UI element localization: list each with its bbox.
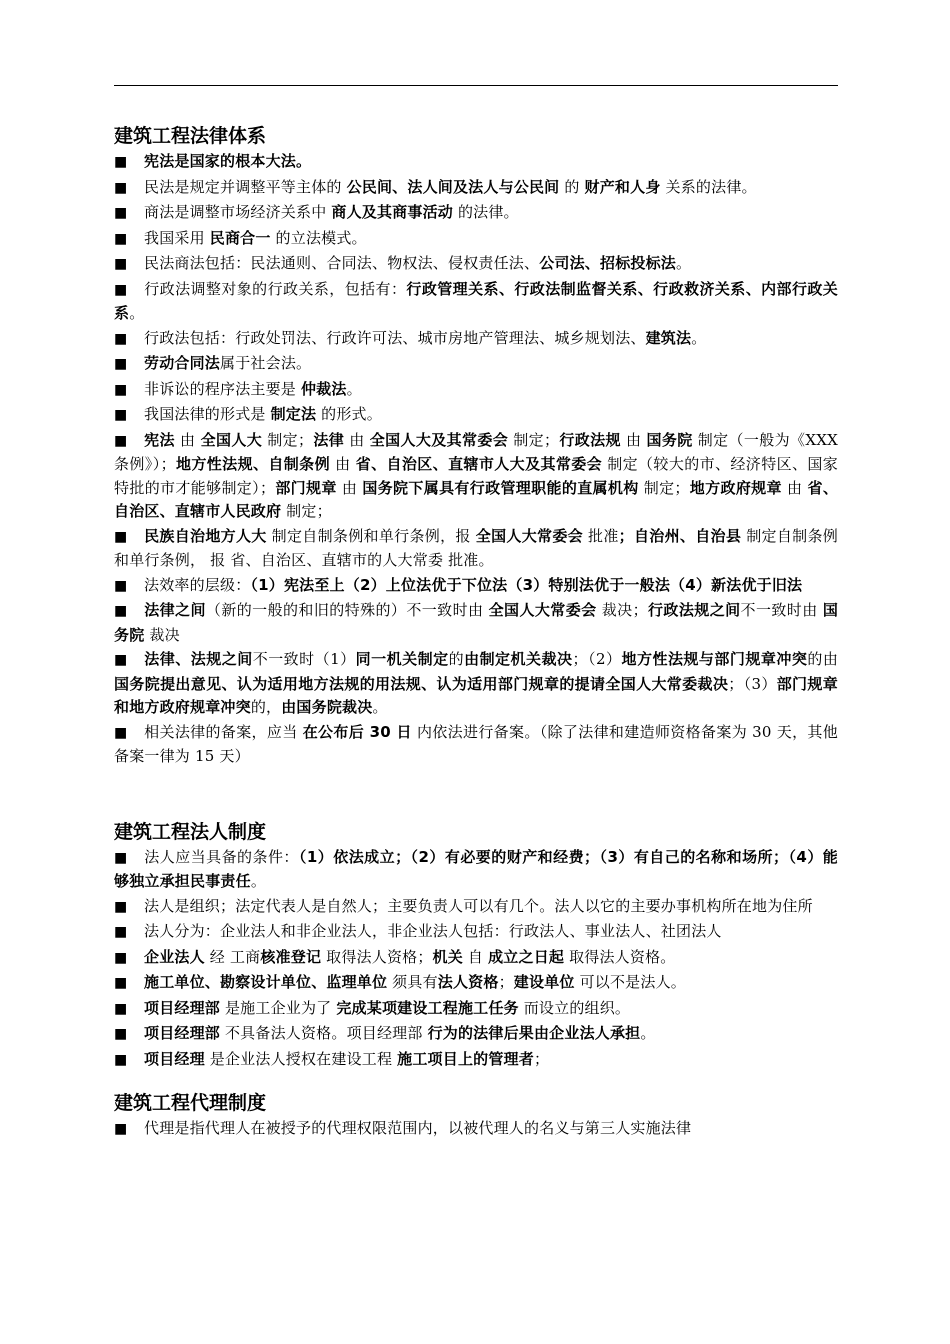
bold-text: 项目经理 — [144, 1049, 205, 1068]
bold-text: 劳动合同法 — [144, 354, 221, 372]
text: 制定； — [508, 430, 560, 449]
bullet-item — [114, 1117, 838, 1142]
text: 关系的法律。 — [660, 177, 757, 196]
bold-text: 部门规章和地方政府规章冲突 — [114, 674, 838, 716]
text: 不一致时由 — [740, 601, 823, 619]
bold-text: 项目经理部 — [144, 1024, 221, 1042]
text: 裁决； — [596, 601, 648, 619]
bullet-item — [114, 721, 838, 769]
text: 的立法模式。 — [270, 228, 367, 247]
bold-text: 法律、法规之间 — [144, 650, 253, 668]
square-bullet-icon: ■ — [114, 281, 128, 298]
bold-text: 法人资格 — [437, 973, 499, 991]
text: 。 — [129, 304, 145, 322]
bold-text: （1）宪法至上（2）上位法优于下位法（3）特别法优于一般法（4）新法优于旧法 — [250, 575, 803, 594]
text: 民法是规定并调整平等主体的 — [144, 177, 347, 196]
text: 。 — [691, 328, 707, 347]
text: 。 — [346, 379, 362, 398]
bold-text: 施工项目上的管理者 — [397, 1049, 534, 1068]
text: 。 — [250, 872, 267, 890]
bold-text: 宪法是国家的根本大法。 — [144, 152, 312, 170]
text: 商法是调整市场经济关系中 — [144, 203, 332, 221]
text: 的形式。 — [316, 405, 382, 423]
text: 由 — [620, 430, 647, 449]
bold-text: 省、自治区、直辖市人民政府 — [114, 478, 839, 520]
document-body — [114, 124, 838, 1143]
text: 制定； — [281, 502, 332, 520]
text: 法人应当具备的条件： — [144, 847, 299, 866]
bullet-item — [114, 946, 838, 971]
bold-text: 制定法 — [270, 405, 317, 423]
bold-text: 省、自治区、直辖市人大及其常委会 — [355, 455, 603, 473]
bold-text: 完成某项建设工程施工任务 — [336, 998, 519, 1017]
text: 的 — [448, 650, 465, 668]
section-spacer — [114, 770, 838, 820]
text: 由 — [344, 430, 370, 449]
bullet-item — [114, 599, 838, 647]
text: 自 — [462, 947, 489, 966]
bold-text: 企业法人 — [144, 947, 205, 966]
bold-text: 民族自治地方人大 — [144, 526, 267, 545]
text: 由 — [781, 478, 808, 497]
text: ； — [498, 973, 514, 991]
text: 的 — [559, 177, 585, 196]
bullet-item — [114, 1022, 838, 1047]
square-bullet-icon: ■ — [114, 849, 128, 866]
text: 的由 — [807, 650, 839, 668]
square-bullet-icon: ■ — [114, 154, 128, 170]
square-bullet-icon: ■ — [114, 975, 128, 991]
bold-text: 财产和人身 — [584, 177, 661, 196]
bold-text: 国务院 — [646, 430, 693, 449]
bullet-item — [114, 327, 838, 352]
bold-text: 全国人大及其常委会 — [369, 430, 509, 449]
text: 取得法人资格； — [321, 947, 433, 966]
bold-text: 地方性法规、自制条例 — [175, 455, 330, 473]
square-bullet-icon: ■ — [114, 179, 128, 196]
bullet-item — [114, 525, 838, 573]
text: 。 — [640, 1024, 656, 1042]
bullet-item — [114, 403, 838, 428]
bold-text: 国务院下属具有行政管理职能的直属机构 — [362, 478, 639, 497]
text: 我国法律的形式是 — [144, 405, 271, 423]
text: 。 — [372, 698, 388, 716]
text: 属于社会法。 — [220, 354, 312, 372]
square-bullet-icon: ■ — [114, 652, 128, 668]
text: ；（2） — [572, 650, 622, 668]
bold-text: 民商合一 — [209, 228, 271, 247]
text: 制定（一般为《XXX 条例》）； — [114, 430, 838, 473]
text: 制定（较大的市、经济特区、国家特批的市才能够制定）； — [114, 455, 838, 497]
square-bullet-icon: ■ — [114, 205, 128, 221]
bold-text: 全国人大常委会 — [488, 601, 597, 619]
text: 裁决 — [144, 625, 180, 644]
bullet-item — [114, 971, 838, 996]
text: 法人分为：企业法人和非企业法人，非企业法人包括：行政法人、事业法人、社团法人 — [144, 922, 722, 940]
bold-text: 成立之日起 — [488, 947, 565, 966]
text: 代理是指代理人在被授予的代理权限范围内，以被代理人的名义与第三人实施法律 — [144, 1119, 692, 1137]
bold-text: 部门规章 — [275, 478, 337, 497]
text: 法人是组织；法定代表人是自然人；主要负责人可以有几个。法人以它的主要办事机构所在地为住所 — [144, 896, 813, 915]
bold-text: 在公布后 30 日 — [302, 722, 412, 741]
square-bullet-icon: ■ — [114, 230, 128, 247]
text: 行政法包括：行政处罚法、行政许可法、城市房地产管理法、城乡规划法、 — [144, 328, 646, 347]
bullet-item — [114, 176, 838, 201]
square-bullet-icon: ■ — [114, 1000, 128, 1017]
bold-text: 国务院 — [114, 601, 839, 644]
bold-text: 法律之间 — [144, 601, 206, 619]
square-bullet-icon: ■ — [114, 898, 128, 915]
bold-text: 行为的法律后果由企业法人承担 — [427, 1024, 641, 1042]
square-bullet-icon: ■ — [114, 407, 128, 423]
text: 由 — [336, 478, 363, 497]
text: （新的一般的和旧的特殊的）不一致时由 — [205, 601, 489, 619]
bold-text: 行政法规之间 — [647, 601, 741, 619]
bullet-item — [114, 648, 838, 720]
text: 行政法调整对象的行政关系，包括有： — [144, 279, 407, 298]
bullet-item — [114, 1048, 838, 1073]
bold-text: 宪法 — [144, 430, 175, 449]
text: 取得法人资格。 — [564, 947, 676, 966]
bold-text: 建设单位 — [513, 973, 575, 991]
section-title: 建筑工程法律体系 — [114, 125, 267, 147]
text: 相关法律的备案，应当 — [144, 722, 303, 741]
square-bullet-icon: ■ — [114, 330, 128, 347]
square-bullet-icon: ■ — [114, 256, 128, 272]
bullet-item — [114, 201, 838, 226]
text: 须具有 — [387, 973, 438, 991]
square-bullet-icon: ■ — [114, 1051, 128, 1068]
text: 内依法进行备案。（除了法律和建造师资格备案为 30 天，其他备案一律为 15 天） — [114, 722, 838, 765]
bullet-item — [114, 278, 838, 326]
square-bullet-icon: ■ — [114, 381, 128, 398]
bullet-item — [114, 846, 838, 894]
bold-text: 项目经理部 — [144, 998, 221, 1017]
bullet-item — [114, 997, 838, 1022]
bold-text: ；自治州、自治县 — [618, 526, 742, 545]
square-bullet-icon: ■ — [114, 603, 128, 619]
square-bullet-icon: ■ — [114, 1026, 128, 1042]
bold-text: 机关 — [432, 947, 463, 966]
bullet-item — [114, 252, 838, 277]
bold-text: 行政法规 — [559, 430, 621, 449]
bold-text: 核准登记 — [260, 947, 322, 966]
text: ；（3） — [728, 674, 777, 693]
square-bullet-icon: ■ — [114, 1121, 128, 1137]
bold-text: 施工单位、勘察设计单位、监理单位 — [144, 973, 388, 991]
bold-text: 同一机关制定 — [355, 650, 449, 668]
text: 而设立的组织。 — [518, 998, 631, 1017]
bold-text: 行政管理关系、行政法制监督关系、行政救济关系、内部行政关系 — [114, 279, 838, 322]
header-rule — [114, 85, 838, 86]
bold-text: 全国人大常委会 — [475, 526, 583, 545]
text: 由 — [329, 455, 356, 473]
square-bullet-icon: ■ — [114, 949, 128, 966]
text: 可以不是法人。 — [574, 973, 686, 991]
section-title: 建筑工程法人制度 — [114, 820, 267, 843]
text: 我国采用 — [144, 228, 210, 247]
bold-text: 由国务院裁决 — [281, 698, 373, 716]
text: 制定自制条例和单行条例，报 — [266, 526, 476, 545]
section-spacer — [114, 1073, 838, 1091]
bullet-item — [114, 378, 838, 403]
text: 法效率的层级： — [144, 575, 251, 594]
square-bullet-icon: ■ — [114, 432, 128, 449]
text: 民法商法包括：民法通则、合同法、物权法、侵权责任法、 — [144, 254, 540, 272]
bold-text: 法律 — [313, 430, 345, 449]
text: 的， — [250, 698, 282, 716]
bold-text: 全国人大 — [200, 430, 263, 449]
text: 是企业法人授权在建设工程 — [204, 1049, 398, 1068]
bullet-item — [114, 227, 838, 252]
bold-text: 建筑法 — [645, 328, 692, 347]
text: 批准 — [582, 526, 619, 545]
text: 不具备法人资格。项目经理部 — [220, 1024, 428, 1042]
bold-text: 地方性法规与部门规章冲突 — [621, 650, 808, 668]
bold-text: 由制定机关裁决 — [464, 650, 573, 668]
text: 的法律。 — [452, 203, 519, 221]
text: 是施工企业为了 — [220, 998, 337, 1017]
text: 经 工商 — [204, 947, 261, 966]
text: 制定； — [638, 478, 690, 497]
bold-text: 地方政府规章 — [689, 478, 782, 497]
bullet-item — [114, 150, 838, 175]
bold-text: 公司法、招标投标法 — [539, 254, 677, 272]
square-bullet-icon: ■ — [114, 724, 128, 741]
bullet-item — [114, 895, 838, 920]
bullet-item — [114, 429, 838, 524]
square-bullet-icon: ■ — [114, 924, 128, 940]
square-bullet-icon: ■ — [114, 356, 128, 372]
square-bullet-icon: ■ — [114, 528, 128, 545]
bold-text: 商人及其商事活动 — [331, 203, 453, 221]
section-title: 建筑工程代理制度 — [114, 1092, 267, 1114]
bold-text: （1）依法成立；（2）有必要的财产和经费；（3）有自己的名称和场所；（4）能够独立承担民事责任 — [114, 847, 838, 890]
text: 非诉讼的程序法主要是 — [144, 379, 301, 398]
bullet-item — [114, 352, 838, 377]
bold-text: 国务院提出意见、认为适用地方法规的用法规、认为适用部门规章的提请全国人大常委裁决 — [114, 674, 729, 693]
bullet-item — [114, 920, 838, 945]
bullet-item — [114, 574, 838, 599]
bold-text: 公民间、法人间及法人与公民间 — [346, 177, 560, 196]
text: 由 — [174, 430, 201, 449]
text: 制定； — [262, 430, 314, 449]
text: 不一致时（1） — [252, 650, 356, 668]
text: 。 — [676, 254, 692, 272]
text: ； — [533, 1049, 550, 1068]
bold-text: 仲裁法 — [300, 379, 347, 398]
square-bullet-icon: ■ — [114, 577, 128, 594]
text: 制定自制条例和单行条例， 报 省、自治区、直辖市的人大常委 批准。 — [114, 526, 838, 569]
